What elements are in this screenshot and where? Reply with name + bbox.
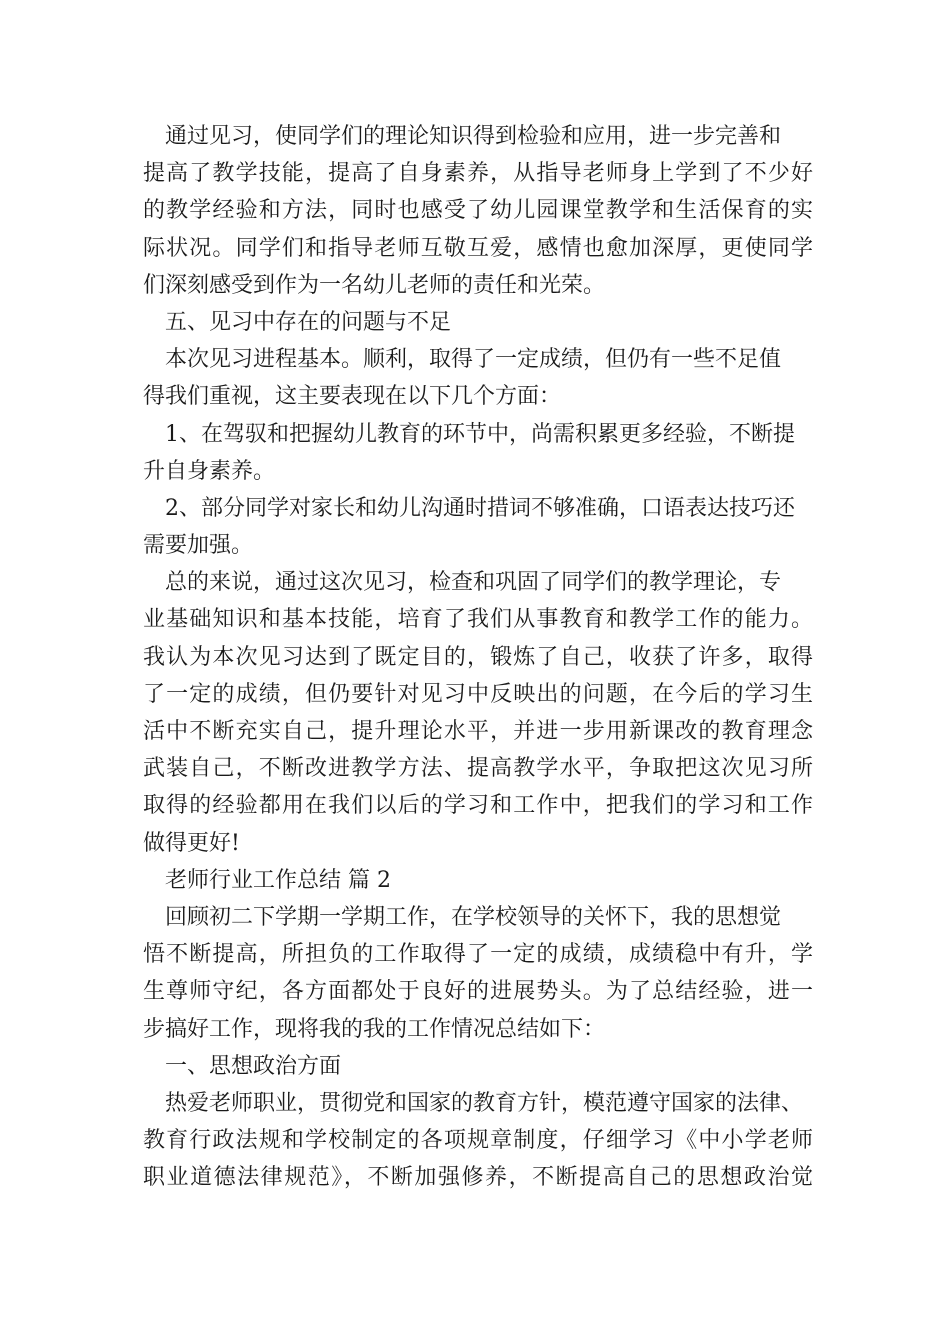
paragraph-line: 热爱老师职业，贯彻党和国家的教育方针，模范遵守国家的法律、 <box>165 1090 804 1116</box>
paragraph-line: 职业道德法律规范》，不断加强修养，不断提高自己的思想政治觉 <box>143 1165 813 1191</box>
paragraph-line: 我认为本次见习达到了既定目的，锻炼了自己，收获了许多，取得 <box>143 644 813 670</box>
paragraph-line: 步搞好工作，现将我的我的工作情况总结如下： <box>143 1016 606 1042</box>
paragraph-line: 活中不断充实自己，提升理论水平，并进一步用新课改的教育理念 <box>143 719 813 744</box>
paragraph-line: 生尊师守纪，各方面都处于良好的进展势头。为了总结经验，进一 <box>143 979 813 1005</box>
paragraph-line: 本次见习进程基本。顺利，取得了一定成绩，但仍有一些不足值 <box>165 347 782 373</box>
paragraph-line: 的教学经验和方法，同时也感受了幼儿园课堂教学和生活保育的实 <box>143 198 813 224</box>
paragraph-line: 教育行政法规和学校制定的各项规章制度，仔细学习《中小学老师 <box>143 1128 813 1154</box>
section-heading: 五、见习中存在的问题与不足 <box>165 309 452 335</box>
paragraph-line: 得我们重视，这主要表现在以下几个方面： <box>143 384 562 410</box>
paragraph-line: 取得的经验都用在我们以后的学习和工作中，把我们的学习和工作 <box>143 793 813 819</box>
paragraph-line: 业基础知识和基本技能，培育了我们从事教育和教学工作的能力。 <box>143 607 813 633</box>
list-item-line: 升自身素养。 <box>143 458 276 484</box>
paragraph-line: 回顾初二下学期一学期工作，在学校领导的关怀下，我的思想觉 <box>165 904 782 930</box>
paragraph-line: 武装自己，不断改进教学方法、提高教学水平，争取把这次见习所 <box>143 756 813 782</box>
section-title: 老师行业工作总结 篇 2 <box>165 867 391 893</box>
paragraph-line: 际状况。同学们和指导老师互敬互爱，感情也愈加深厚，更使同学 <box>143 235 813 261</box>
paragraph-line: 提高了教学技能，提高了自身素养，从指导老师身上学到了不少好 <box>143 161 813 187</box>
paragraph-line: 们深刻感受到作为一名幼儿老师的责任和光荣。 <box>143 272 606 298</box>
paragraph-line: 了一定的成绩，但仍要针对见习中反映出的问题，在今后的学习生 <box>143 681 813 707</box>
document-body <box>143 118 813 1196</box>
paragraph-line: 总的来说，通过这次见习，检查和巩固了同学们的教学理论，专 <box>165 570 782 596</box>
list-item-line: 2、部分同学对家长和幼儿沟通时措词不够准确，口语表达技巧还 <box>165 495 795 521</box>
paragraph-line: 通过见习，使同学们的理论知识得到检验和应用，进一步完善和 <box>165 124 782 149</box>
paragraph-line: 悟不断提高，所担负的工作取得了一定的成绩，成绩稳中有升，学 <box>143 942 813 968</box>
section-heading: 一、思想政治方面 <box>165 1053 342 1079</box>
list-item-line: 1、在驾驭和把握幼儿教育的环节中，尚需积累更多经验，不断提 <box>165 421 795 447</box>
list-item-line: 需要加强。 <box>143 533 254 559</box>
paragraph-line: 做得更好! <box>143 830 240 856</box>
